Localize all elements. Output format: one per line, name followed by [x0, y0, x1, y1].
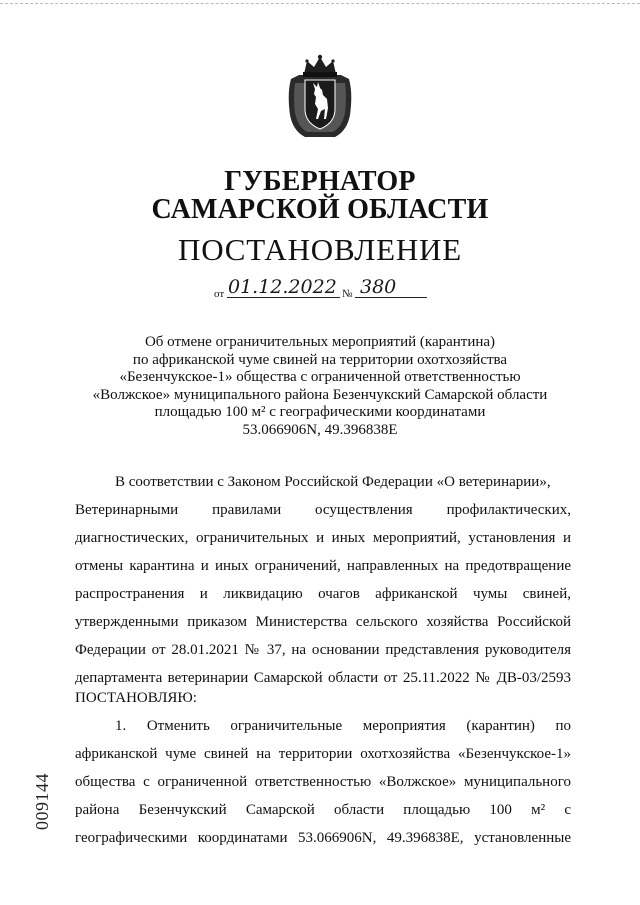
governor-title: ГУБЕРНАТОР — [224, 166, 416, 197]
samara-coat-of-arms-icon — [287, 53, 353, 141]
subject-line: «Волжское» муниципального района Безенчукский Самарской области — [92, 386, 548, 403]
document-date: 01.12.2022 — [228, 276, 337, 298]
subject-line: 53.066906N, 49.396838E — [242, 421, 398, 438]
resolution-word: ПОСТАНОВЛЯЮ: — [75, 690, 197, 706]
body-line: Ветеринарными правилами осуществления профилактических, — [75, 502, 571, 518]
body-line: утвержденными приказом Министерства сельского хозяйства Российской — [75, 614, 571, 630]
date-prefix: от — [214, 288, 225, 300]
subject-line: Об отмене ограничительных мероприятий (карантина) — [144, 334, 496, 350]
document-number: 380 — [360, 276, 397, 298]
document-subject — [60, 334, 580, 440]
number-prefix: № — [342, 288, 353, 300]
body-line: распространения и ликвидацию очагов африканской чумы свиней, — [75, 586, 571, 602]
page-edge-divider — [0, 3, 640, 4]
body-line: В соответствии с Законом Российской Федерации «О ветеринарии», — [115, 474, 551, 490]
body-line: Федерации от 28.01.2021 № 37, на основании представления руководителя — [75, 642, 571, 658]
subject-line: площадью 100 м² с географическими координатами — [154, 404, 486, 421]
registry-number: 009144 — [32, 773, 52, 830]
body-line: департамента ветеринарии Самарской области от 25.11.2022 № ДВ-03/2593 — [75, 670, 571, 686]
region-title: САМАРСКОЙ ОБЛАСТИ — [151, 194, 489, 225]
body-line: отмены карантина и иных ограничений, направленных на предотвращение — [75, 558, 571, 574]
subject-line: «Безенчукское-1» общества с ограниченной ответственностью — [119, 369, 521, 386]
body-line: географическими координатами 53.066906N, 49.396838E, установленные — [75, 830, 571, 846]
date-underline — [227, 297, 340, 298]
body-line: диагностических, ограничительных и иных мероприятий, установления и — [75, 530, 571, 546]
body-line: африканской чуме свиней на территории охотхозяйства «Безенчукское-1» — [75, 746, 571, 762]
body-line: общества с ограниченной ответственностью «Волжское» муниципального — [75, 774, 571, 790]
date-number-row — [214, 276, 434, 302]
document-type-heading: ПОСТАНОВЛЕНИЕ — [178, 232, 462, 267]
subject-line: по африканской чуме свиней на территории охотхозяйства — [132, 351, 508, 368]
body-line: района Безенчукский Самарской области площадью 100 м² с — [75, 802, 571, 818]
number-underline — [355, 297, 427, 298]
body-line: 1. Отменить ограничительные мероприятия (карантин) по — [115, 718, 571, 734]
